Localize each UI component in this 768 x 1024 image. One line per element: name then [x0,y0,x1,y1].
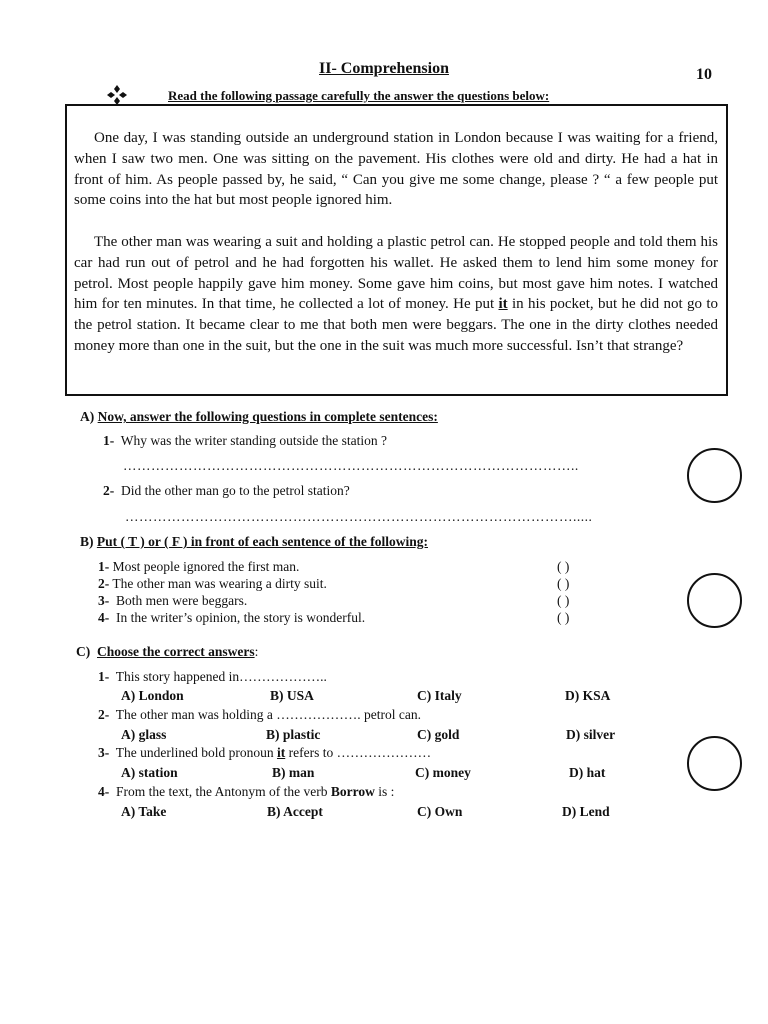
tf-answer-box-1[interactable]: ( ) [557,559,570,574]
c1-option-d[interactable]: D) KSA [565,688,611,703]
tf-item-2: 2- The other man was wearing a dirty suit. [98,576,327,591]
instruction-text: Read the following passage carefully the answer the questions below: [168,88,550,103]
passage-paragraph-1: One day, I was standing outside an underground station in London because I was waiting for a friend, when I saw two men. One was sitting on the pavement. His clothes were old and dirty. He had a hat in front of him. As people passed by, he said, “ Can you give me some change, please ? “ a few people put some coins into the hat but most people ignored him. [74,130,718,209]
c1-option-b[interactable]: B) USA [270,688,314,703]
page-title: II- Comprehension [319,60,449,77]
tf-answer-box-3[interactable]: ( ) [557,593,570,608]
c4-option-d[interactable]: D) Lend [562,804,610,819]
question-c2: 2- The other man was holding a ………………. petrol can. [98,707,421,722]
tf-item-1: 1- Most people ignored the first man. [98,559,300,574]
c4-option-a[interactable]: A) Take [121,804,167,819]
score-circle-c [687,736,742,791]
section-a-heading: A) Now, answer the following questions in complete sentences: [80,409,438,424]
four-diamonds-icon [106,84,128,106]
c2-option-c[interactable]: C) gold [417,727,460,742]
tf-item-4: 4- In the writer’s opinion, the story is wonderful. [98,610,366,625]
c1-option-c[interactable]: C) Italy [417,688,462,703]
question-c1: 1- This story happened in……………….. [98,669,327,684]
question-c4: 4- From the text, the Antonym of the verb Borrow is : [98,784,395,799]
score-circle-a [687,448,742,503]
question-c3: 3- The underlined bold pronoun it refers to ………………… [98,745,432,760]
c1-option-a[interactable]: A) London [121,688,184,703]
underlined-pronoun-it: it [498,296,508,313]
c3-option-d[interactable]: D) hat [569,765,606,780]
c2-option-a[interactable]: A) glass [121,727,167,742]
c2-option-b[interactable]: B) plastic [266,727,321,742]
answer-line-a1[interactable]: …………………………………………………………………………………….. [123,458,579,473]
section-c-heading: C) Choose the correct answers: [76,644,259,659]
answer-line-a2[interactable]: ……………………………………………………………………………………..... [125,509,593,524]
c3-option-c[interactable]: C) money [415,765,471,780]
tf-answer-box-2[interactable]: ( ) [557,576,570,591]
c4-option-c[interactable]: C) Own [417,804,463,819]
section-b-heading: B) Put ( T ) or ( F ) in front of each sentence of the following: [80,534,428,549]
page-number: 10 [696,66,712,83]
c3-option-b[interactable]: B) man [272,765,315,780]
c2-option-d[interactable]: D) silver [566,727,616,742]
c4-option-b[interactable]: B) Accept [267,804,323,819]
tf-answer-box-4[interactable]: ( ) [557,610,570,625]
reading-passage-box [65,104,728,396]
c3-option-a[interactable]: A) station [121,765,178,780]
score-circle-b [687,573,742,628]
question-a1: 1- Why was the writer standing outside the station ? [103,433,387,448]
tf-item-3: 3- Both men were beggars. [98,593,248,608]
question-a2: 2- Did the other man go to the petrol station? [103,483,350,498]
passage-paragraph-2: The other man was wearing a suit and holding a plastic petrol can. He stopped people and told them his car had run out of petrol and he had forgotten his wallet. He asked them to lend him some money for petrol. Most people happily gave him money. Some gave him coins, but most gave him notes. I watched him for ten minutes. In that time, he collected a lot of money. He put it in his pocket, but he did not go to the petrol station. It became clear to me that both men were beggars. The one in the dirty clothes needed money more than one in the suit, but the one in the suit was much more successful. Isn’t that strange? [74,234,718,354]
